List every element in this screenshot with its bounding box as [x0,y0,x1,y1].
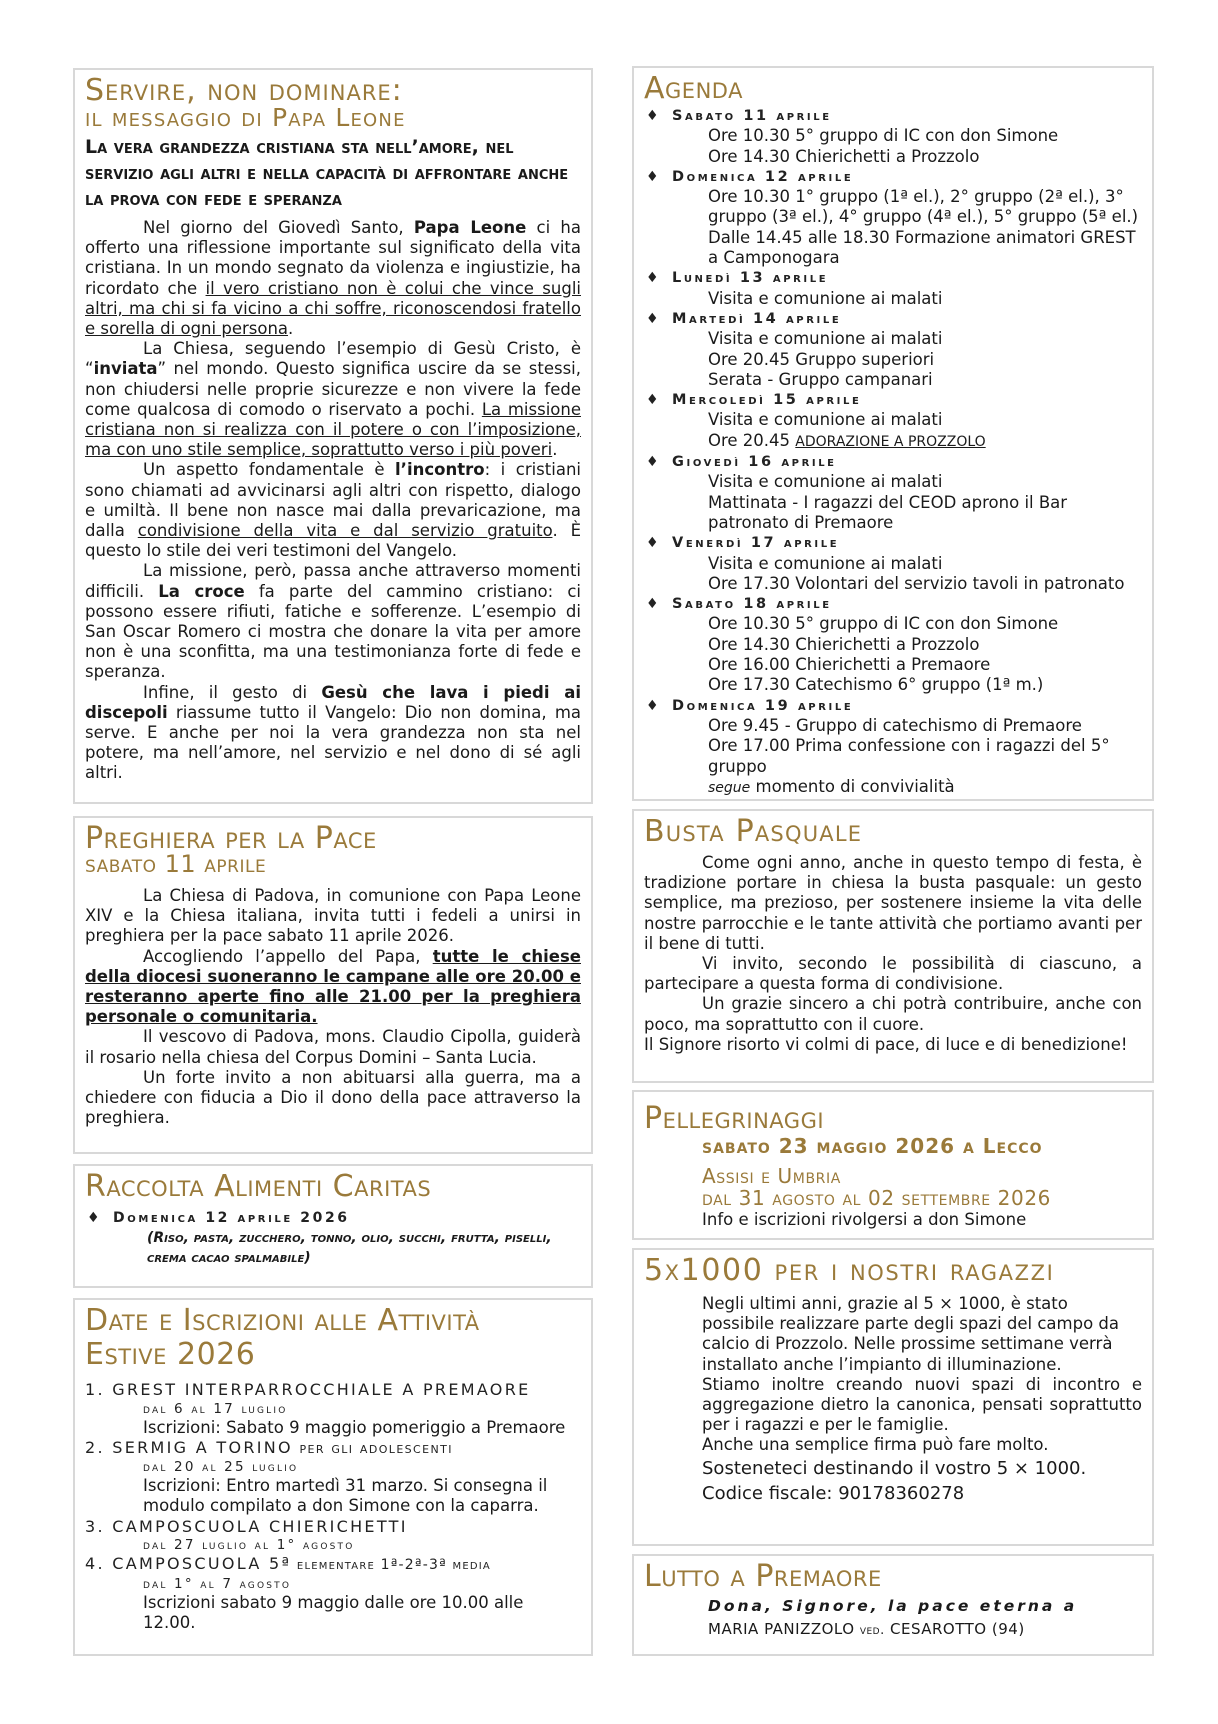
diamond-bullet-icon: ♦ [646,168,659,185]
agenda-day [644,167,1142,268]
preghiera-p2: Accogliendo l’appello del Papa, tutte le chiese della diocesi suoneranno le campane alle ore 20.00 e resteranno aperte fino alle 21.00 per la preghiera personale o comunitaria. [85,946,581,1027]
busta-title: Busta Pasquale [644,814,863,849]
mille-line: Stiamo inoltre creando nuovi spazi di incontro e aggregazione dietro la canonica, pensati soprattutto per i ragazzi e per le famiglie. [702,1374,1142,1435]
agenda-line: Ore 14.30 Chierichetti a Prozzolo [708,146,980,166]
servire-p1: Nel giorno del Giovedì Santo, Papa Leone ci ha offerto una riflessione importante sul significato della vita cristiana. In un mondo segnato da violenza e ingiustizie, ha ricordato che il vero cristiano non è colui che vince sugli altri, ma chi si fa vicino a chi soffre, riconoscendosi fratello e sorella di ogni persona. [85,218,581,339]
lutto-name: MARIA PANIZZOLO ved. CESAROTTO (94) [708,1620,1025,1638]
estive-item-info: Iscrizioni: Sabato 9 maggio pomeriggio a Premaore [143,1417,566,1437]
estive-item [85,1554,581,1634]
preghiera-subtitle: sabato 11 aprile [85,850,267,878]
mille-section [632,1248,1154,1546]
agenda-day [644,696,1142,798]
agenda-line: Visita e comunione ai malati [708,410,943,430]
lutto-section [632,1554,1154,1656]
agenda-day-heading: ♦ Mercoledì 15 aprile [644,390,1142,410]
pellegrinaggi-trip-2-name: Assisi e Umbria [702,1164,841,1188]
busta-p4: Il Signore risorto vi colmi di pace, di luce e di benedizione! [644,1034,1128,1054]
pellegrinaggi-section [632,1090,1154,1240]
agenda-line: Visita e comunione ai malati [708,329,943,349]
estive-item-dates: dal 6 al 17 luglio [143,1400,288,1417]
agenda-day-heading: ♦ Sabato 11 aprile [644,106,1142,126]
pellegrinaggi-trip-1: sabato 23 maggio 2026 a Lecco [702,1134,1043,1158]
agenda-day [644,309,1142,390]
lutto-line: Dona, Signore, la pace eterna a [708,1597,1078,1615]
agenda-day [644,533,1142,594]
preghiera-section [73,816,593,1154]
agenda-line: Ore 20.45 Gruppo superiori [708,349,935,369]
preghiera-p1: La Chiesa di Padova, in comunione con Papa Leone XIV e la Chiesa italiana, invita tutti i fedeli a unirsi in preghiera per la pace sabato 11 aprile 2026. [85,886,581,946]
pellegrinaggi-trip-2-dates: dal 31 agosto al 02 settembre 2026 [702,1186,1051,1210]
agenda-line: Ore 9.45 - Gruppo di catechismo di Premaore [708,715,1082,735]
mille-line: Anche una semplice firma può fare molto. [702,1435,1049,1455]
busta-section [632,809,1154,1083]
agenda-day-heading: ♦ Domenica 19 aprile [644,696,1142,716]
estive-item [85,1380,581,1438]
estive-title-2: Estive 2026 [85,1337,256,1372]
estive-section [73,1298,593,1656]
estive-item-dates: dal 27 luglio al 1° agosto [143,1537,355,1553]
agenda-line: Ore 10.30 5° gruppo di IC con don Simone [708,614,1059,634]
agenda-line: Ore 17.30 Volontari del servizio tavoli in patronato [708,573,1125,593]
estive-item-info: Iscrizioni sabato 9 maggio dalle ore 10.00 alle 12.00. [143,1592,524,1632]
servire-section [73,68,593,804]
agenda-line: Visita e comunione ai malati [708,288,943,308]
agenda-title: Agenda [644,71,743,106]
diamond-bullet-icon: ♦ [646,310,659,327]
estive-item-dates: dal 1° al 7 agosto [143,1575,292,1592]
estive-title-1: Date e Iscrizioni alle Attività [85,1303,480,1338]
estive-item-info: Iscrizioni: Entro martedì 31 marzo. Si consegna il modulo compilato a don Simone con la caparra. [143,1475,548,1515]
mille-body [644,1294,1142,1506]
estive-item-dates: dal 20 al 25 luglio [143,1458,299,1475]
pellegrinaggi-info: Info e iscrizioni rivolgersi a don Simone [702,1210,1027,1229]
diamond-bullet-icon: ♦ [87,1210,100,1226]
agenda-day-heading: ♦ Martedì 14 aprile [644,309,1142,329]
agenda-line: Ore 10.30 5° gruppo di IC con don Simone [708,126,1059,146]
agenda-day-heading: ♦ Venerdì 17 aprile [644,533,1142,553]
estive-item [85,1517,581,1555]
mille-title: 5x1000 per i nostri ragazzi [644,1253,1055,1288]
servire-lead: La vera grandezza cristiana sta nell’amore, nel servizio agli altri e nella capacità di affrontare anche la prova con fede e speranza [85,136,569,210]
diamond-bullet-icon: ♦ [646,108,659,124]
agenda-line: Ore 10.30 1° gruppo (1ª el.), 2° gruppo (2ª el.), 3° gruppo (3ª el.), 4° gruppo (4ª el.), 5° gruppo (5ª el.) [708,187,1139,227]
estive-item-head: 4. CAMPOSCUOLA 5ª elementare 1ª-2ª-3ª media [85,1554,491,1573]
diamond-bullet-icon: ♦ [646,535,659,552]
preghiera-p3: Il vescovo di Padova, mons. Claudio Cipolla, guiderà il rosario nella chiesa del Corpus Domini – Santa Lucia. [85,1027,581,1067]
diamond-bullet-icon: ♦ [646,392,659,409]
raccolta-section [73,1164,593,1288]
agenda-line: Ore 16.00 Chierichetti a Premaore [708,655,991,675]
agenda-day [644,452,1142,533]
servire-title: Servire, non dominare: [85,73,403,108]
agenda-line: Serata - Gruppo campanari [708,369,933,389]
servire-subtitle: il messaggio di Papa Leone [85,103,406,132]
estive-item [85,1438,581,1517]
agenda-line: Ore 17.00 Prima confessione con i ragazzi del 5° gruppo [708,736,1110,776]
busta-p2: Vi invito, secondo le possibilità di ciascuno, a partecipare a questa forma di condivisione. [644,954,1142,994]
agenda-day-heading: ♦ Lunedì 13 aprile [644,268,1142,288]
servire-p3: Un aspetto fondamentale è l’incontro: i cristiani sono chiamati ad avvicinarsi agli altri con rispetto, dialogo e umiltà. Il bene non nasce mai dalla prevaricazione, ma dalla condivisione della vita e dal servizio gratuito. È questo lo stile dei veri testimoni del Vangelo. [85,460,581,561]
agenda-line: Visita e comunione ai malati [708,553,943,573]
raccolta-title: Raccolta Alimenti Caritas [85,1169,432,1204]
preghiera-title: Preghiera per la Pace [85,821,377,856]
busta-p1: Come ogni anno, anche in questo tempo di festa, è tradizione portare in chiesa la busta pasquale: un gesto semplice, ma prezioso, per sostenere insieme la vita delle nostre parrocchie e le tante attività che portiamo avanti per il bene di tutti. [644,853,1142,953]
estive-item-head: 2. SERMIG A TORINO per gli adolescenti [85,1438,453,1457]
agenda-day [644,106,1142,167]
agenda-line: Dalle 14.45 alle 18.30 Formazione animatori GREST a Camponogara [708,227,1136,268]
diamond-bullet-icon: ♦ [646,454,659,471]
agenda-line: Ore 14.30 Chierichetti a Prozzolo [708,634,980,654]
diamond-bullet-icon: ♦ [646,270,659,287]
agenda-section [632,66,1154,801]
agenda-day [644,268,1142,309]
lutto-title: Lutto a Premaore [644,1559,882,1594]
agenda-line: Ore 20.45 ADORAZIONE A PROZZOLO [708,430,986,450]
diamond-bullet-icon: ♦ [646,697,659,714]
agenda-line: segue momento di convivialità [708,776,955,796]
agenda-day-heading: ♦ Giovedì 16 aprile [644,452,1142,472]
agenda-line: Mattinata - I ragazzi del CEOD aprono il Bar patronato di Premaore [708,492,1068,532]
servire-p2: La Chiesa, seguendo l’esempio di Gesù Cristo, è “inviata” nel mondo. Questo significa uscire da se stessi, non chiudersi nelle proprie sicurezze e non vivere la fede come qualcosa di comodo o riservato a pochi. La missione cristiana non si realizza con il potere o con l’imposizione, ma con uno stile semplice, soprattutto verso i più poveri. [85,339,581,460]
pellegrinaggi-title: Pellegrinaggi [644,1101,825,1136]
diamond-bullet-icon: ♦ [646,596,659,613]
preghiera-p4: Un forte invito a non abituarsi alla guerra, ma a chiedere con fiducia a Dio il dono della pace attraverso la preghiera. [85,1067,581,1128]
servire-p5: Infine, il gesto di Gesù che lava i piedi ai discepoli riassume tutto il Vangelo: Dio non domina, ma serve. E anche per noi la vera grandezza non sta nel potere, ma nell’amore, nel servizio e nel dono di sé agli altri. [85,682,581,783]
agenda-day-heading: ♦ Sabato 18 aprile [644,594,1142,614]
estive-item-head: 1. GREST INTERPARROCCHIALE A PREMAORE [85,1380,531,1399]
estive-item-head: 3. CAMPOSCUOLA CHIERICHETTI [85,1516,408,1536]
mille-fiscal-code: Codice fiscale: 90178360278 [702,1482,965,1504]
agenda-line: Ore 17.30 Catechismo 6° gruppo (1ª m.) [708,675,1044,695]
mille-appeal: Sosteneteci destinando il vostro 5 × 1000. [702,1457,1087,1479]
busta-p3: Un grazie sincero a chi potrà contribuire, anche con poco, ma soprattutto con il cuore. [644,994,1142,1034]
agenda-line: Visita e comunione ai malati [708,472,943,492]
raccolta-items: (Riso, pasta, zucchero, tonno, olio, succhi, frutta, piselli, crema cacao spalmabile) [147,1230,552,1267]
raccolta-date: ♦ Domenica 12 aprile 2026 [85,1208,581,1228]
agenda-day [644,390,1142,452]
agenda-day-heading: ♦ Domenica 12 aprile [644,167,1142,187]
mille-line: Negli ultimi anni, grazie al 5 × 1000, è stato possibile realizzare parte degli spazi del campo da calcio di Prozzolo. Nelle prossime settimane verrà installato anche l’impianto di illuminazione. [702,1294,1120,1374]
agenda-day [644,594,1142,695]
servire-p4: La missione, però, passa anche attraverso momenti difficili. La croce fa parte del cammino cristiano: ci possono essere rifiuti, fatiche e sofferenze. L’esempio di San Oscar Romero ci mostra che donare la vita per amore non è una sconfitta, ma una testimonianza forte di fede e speranza. [85,561,581,682]
